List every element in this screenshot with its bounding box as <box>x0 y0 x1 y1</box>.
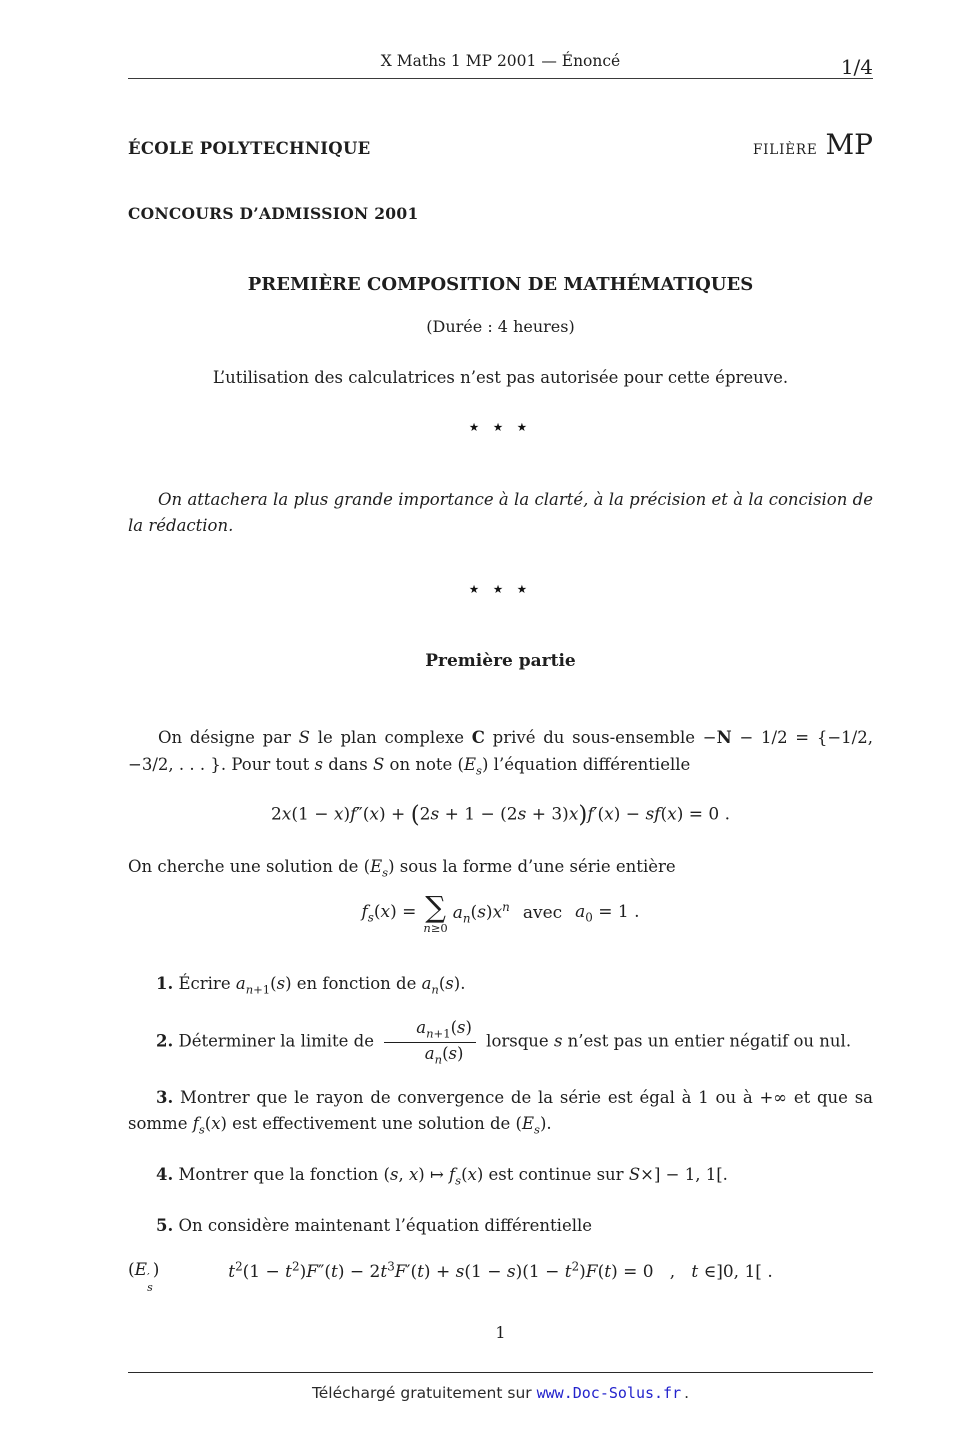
question-4-number: 4. <box>156 1165 174 1185</box>
question-2 <box>128 1018 873 1066</box>
page-number: 1 <box>495 1323 506 1343</box>
filiere-label: FILIÈRE <box>753 142 818 158</box>
sigma-symbol: ∑ <box>425 889 446 924</box>
equation-label: (E ′ s ) <box>128 1260 160 1294</box>
footer-prefix: Téléchargé gratuitement sur <box>311 1384 532 1402</box>
fraction <box>384 1018 476 1066</box>
stars-separator-2: ★ ★ ★ <box>468 581 533 596</box>
question-4-body: Montrer que la fonction (s, x) ↦ $f_s(x)$ est continue sur S×] − 1, 1[. <box>178 1165 728 1188</box>
part-one-heading: Première partie <box>425 650 576 671</box>
fraction-numerator: $a_{n+1}(s)$ <box>416 1018 472 1041</box>
question-5-body: On considère maintenant l’équation différentielle <box>178 1215 593 1235</box>
page-header <box>128 0 873 79</box>
fraction-denominator: $a_n(s)$ <box>384 1042 476 1067</box>
question-4 <box>128 1162 873 1190</box>
question-1 <box>128 971 873 999</box>
header-row <box>128 50 873 79</box>
page-footer <box>128 1372 873 1406</box>
intro-paragraph: On désigne par S le plan complexe C privé du sous-ensemble −N − 1/2 = {−1/2, −3/2, . . . }. Pour tout s dans S on note $(E_s)$ l’équation différentielle <box>128 728 873 777</box>
question-1-number: 1. <box>156 973 174 993</box>
filiere-value: MP <box>825 128 873 161</box>
question-2-number: 2. <box>156 1032 174 1052</box>
question-1-body: Écrire $a_{n+1}(s)$ en fonction de $a_n(s)$. <box>178 973 466 996</box>
sigma-stack <box>423 889 448 936</box>
series-term: $a_n(s)x^n$ <box>452 900 510 926</box>
page-content <box>128 0 873 1346</box>
series-initial-condition: $a_0 = 1$ . <box>575 902 640 925</box>
preamble-note: On attachera la plus grande importance à la clarté, à la précision et à la concision de la rédaction. <box>128 489 873 536</box>
question-5 <box>128 1213 873 1239</box>
question-3-body: Montrer que le rayon de convergence de la série est égal à 1 ou à +∞ et que sa somme $f_s(x)$ est effectivement une solution de $(E_s)$. <box>128 1087 874 1137</box>
calculator-notice: L’utilisation des calculatrices n’est pas autorisée pour cette épreuve. <box>212 367 789 387</box>
school-name: ÉCOLE POLYTECHNIQUE <box>128 139 371 158</box>
concours-title: CONCOURS D’ADMISSION 2001 <box>128 203 419 223</box>
exam-title: PREMIÈRE COMPOSITION DE MATHÉMATIQUES <box>247 273 754 295</box>
sigma-lower-bound: n≥0 <box>423 921 448 936</box>
question-3 <box>128 1085 873 1139</box>
series-intro: On cherche une solution de $(E_s)$ sous la forme d’une série entière <box>128 857 676 880</box>
footer-rule <box>128 1372 873 1373</box>
footer-text <box>128 1381 873 1406</box>
doc-solus-link[interactable]: www.Doc-Solus.fr <box>536 1384 682 1402</box>
question-2-pre: Déterminer la limite de <box>178 1032 375 1052</box>
equation-es-prime-body: $t^2(1 - t^2)F''(t) - 2t^3F'(t) + s(1 - s)(1 - t^2)F(t) = 0$ , t ∈]0, 1[ . <box>228 1259 773 1282</box>
question-3-number: 3. <box>156 1087 174 1107</box>
equation-es: 2x(1 − x)f″(x) + (2s + 1 − (2s + 3)x)f′(x) − sf(x) = 0 . <box>270 802 731 829</box>
masthead <box>128 123 873 168</box>
header-rule <box>128 78 873 79</box>
question-2-post: lorsque s n’est pas un entier négatif ou nul. <box>486 1032 852 1052</box>
equation-es-prime <box>128 1257 873 1294</box>
exam-duration: (Durée : 4 heures) <box>426 317 575 337</box>
header-title: X Maths 1 MP 2001 — Énoncé <box>380 52 621 70</box>
equation-series <box>128 889 873 936</box>
filiere <box>753 123 873 168</box>
avec-label: avec <box>522 902 563 923</box>
header-page-number: 1/4 <box>840 55 873 79</box>
question-5-number: 5. <box>156 1215 174 1235</box>
stars-separator-1: ★ ★ ★ <box>468 420 533 435</box>
footer-suffix: . <box>684 1384 690 1402</box>
series-lhs: $f_s(x)$ = <box>361 902 417 925</box>
